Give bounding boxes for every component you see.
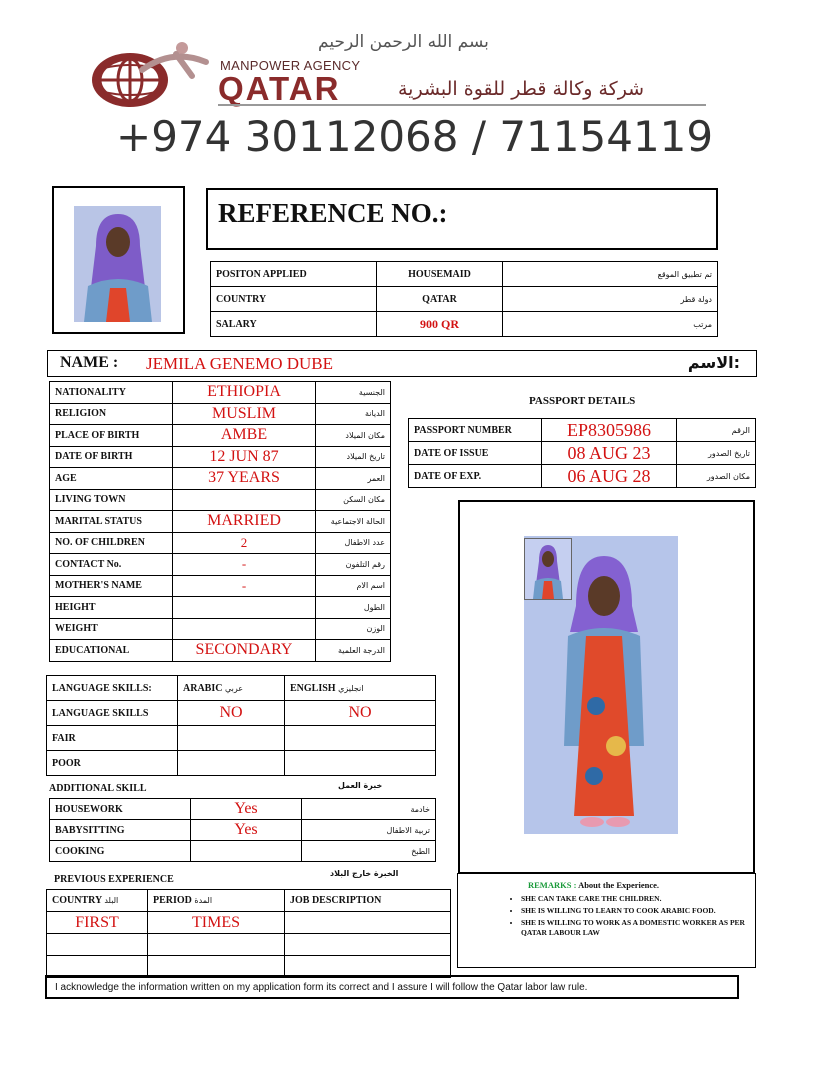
additional-skill-title: ADDITIONAL SKILL <box>49 783 147 794</box>
photo-thumbnail <box>524 538 572 600</box>
table-row <box>409 442 756 465</box>
personal-field-arabic: الوزن <box>316 618 391 640</box>
arabic-label: ARABIC <box>183 682 223 694</box>
table-row <box>50 532 391 554</box>
table-row <box>50 446 391 468</box>
table-row <box>50 575 391 597</box>
experience-table <box>46 889 451 978</box>
name-label: NAME : <box>60 354 119 371</box>
country-column-label: COUNTRY <box>52 895 102 906</box>
remarks-subtitle: About the Experience. <box>578 880 660 890</box>
experience-job-value <box>285 912 451 934</box>
language-skills-label: LANGUAGE SKILLS <box>47 701 178 726</box>
phone-numbers: +974 30112068 / 71154119 <box>116 112 714 161</box>
personal-field-label: WEIGHT <box>50 618 173 640</box>
experience-empty-cell <box>285 934 451 956</box>
candidate-photo-frame <box>52 186 185 334</box>
personal-field-arabic: مكان السكن <box>316 489 391 511</box>
passport-title: PASSPORT DETAILS <box>529 395 636 407</box>
passport-table <box>408 418 756 488</box>
personal-field-arabic: الحالة الاجتماعية <box>316 511 391 533</box>
table-row <box>409 465 756 488</box>
personal-field-label: AGE <box>50 468 173 490</box>
personal-field-label: CONTACT No. <box>50 554 173 576</box>
personal-field-label: LIVING TOWN <box>50 489 173 511</box>
country-column-arabic: البلد <box>104 896 119 905</box>
table-row <box>47 890 451 912</box>
remarks-list <box>458 892 756 938</box>
remark-item: • SHE IS WILLING TO WORK AS A DOMESTIC WORKER AS PER QATAR LABOUR LAW <box>521 918 746 938</box>
period-column-header <box>148 890 285 912</box>
issue-date-label: DATE OF ISSUE <box>409 442 542 465</box>
fair-english-value <box>285 726 436 751</box>
position-table <box>210 261 718 337</box>
poor-arabic-value <box>178 751 285 776</box>
additional-skill-title-arabic: خبرة العمل <box>338 781 383 790</box>
personal-field-arabic: الطول <box>316 597 391 619</box>
job-column-header: JOB DESCRIPTION <box>285 890 451 912</box>
table-row <box>409 419 756 442</box>
babysitting-value: Yes <box>191 820 302 841</box>
personal-field-value: - <box>173 554 316 576</box>
salary-value: 900 QR <box>377 312 503 337</box>
agency-subtitle: MANPOWER AGENCY <box>220 58 361 73</box>
candidate-name: JEMILA GENEMO DUBE <box>146 354 333 373</box>
period-column-arabic: المدة <box>194 896 213 905</box>
table-row <box>50 597 391 619</box>
personal-field-label: NO. OF CHILDREN <box>50 532 173 554</box>
housework-label: HOUSEWORK <box>50 799 191 820</box>
english-label: ENGLISH <box>290 682 336 694</box>
bismillah: بسم الله الرحمن الرحيم <box>318 32 489 52</box>
personal-field-value: - <box>173 575 316 597</box>
table-row <box>211 312 718 337</box>
previous-experience-title: PREVIOUS EXPERIENCE <box>54 874 174 885</box>
agency-logo <box>82 40 210 110</box>
housework-arabic: خادمة <box>302 799 436 820</box>
experience-period-value: TIMES <box>148 912 285 934</box>
passport-number-arabic: الرقم <box>677 419 756 442</box>
acknowledgement-box <box>45 975 739 999</box>
table-row <box>47 701 436 726</box>
salary-label-arabic: مرتب <box>503 312 718 337</box>
arabic-label-arabic: عربي <box>224 683 244 693</box>
issue-date-arabic: تاريخ الصدور <box>677 442 756 465</box>
table-row <box>50 554 391 576</box>
position-label: POSITON APPLIED <box>211 262 377 287</box>
previous-experience-title-arabic: الخبرة خارج البلاد <box>330 869 399 878</box>
table-row <box>47 726 436 751</box>
passport-number-value: EP8305986 <box>542 419 677 442</box>
personal-field-label: MOTHER'S NAME <box>50 575 173 597</box>
table-row <box>50 799 436 820</box>
personal-field-arabic: اسم الام <box>316 575 391 597</box>
expiry-date-arabic: مكان الصدور <box>677 465 756 488</box>
agency-name: QATAR <box>218 70 341 107</box>
english-label-arabic: انجليزي <box>338 683 364 693</box>
personal-field-label: PLACE OF BIRTH <box>50 425 173 447</box>
table-row <box>47 934 451 956</box>
reference-label: REFERENCE NO.: <box>218 198 448 228</box>
arabic-skill-value: NO <box>178 701 285 726</box>
cooking-value <box>191 841 302 862</box>
personal-field-value <box>173 489 316 511</box>
issue-date-value: 08 AUG 23 <box>542 442 677 465</box>
expiry-date-value: 06 AUG 28 <box>542 465 677 488</box>
english-skill-value: NO <box>285 701 436 726</box>
personal-details-table <box>49 381 391 662</box>
position-label-arabic: تم تطبيق الموقع <box>503 262 718 287</box>
country-value: QATAR <box>377 287 503 312</box>
personal-field-label: DATE OF BIRTH <box>50 446 173 468</box>
candidate-photo <box>74 206 161 322</box>
personal-field-label: NATIONALITY <box>50 382 173 404</box>
country-label: COUNTRY <box>211 287 377 312</box>
agency-name-arabic: شركة وكالة قطر للقوة البشرية <box>398 78 645 100</box>
experience-empty-cell <box>148 934 285 956</box>
remark-item: • SHE CAN TAKE CARE THE CHILDREN. <box>521 894 746 904</box>
table-row <box>50 468 391 490</box>
personal-field-label: MARITAL STATUS <box>50 511 173 533</box>
table-row <box>47 912 451 934</box>
table-row <box>50 511 391 533</box>
personal-field-label: RELIGION <box>50 403 173 425</box>
language-table <box>46 675 436 776</box>
personal-field-label: EDUCATIONAL <box>50 640 173 662</box>
personal-field-value: AMBE <box>173 425 316 447</box>
table-row <box>47 751 436 776</box>
experience-empty-cell <box>47 934 148 956</box>
personal-field-arabic: العمر <box>316 468 391 490</box>
babysitting-label: BABYSITTING <box>50 820 191 841</box>
personal-field-label: HEIGHT <box>50 597 173 619</box>
experience-country-value: FIRST <box>47 912 148 934</box>
personal-field-value: 12 JUN 87 <box>173 446 316 468</box>
poor-english-value <box>285 751 436 776</box>
table-row <box>211 262 718 287</box>
position-value: HOUSEMAID <box>377 262 503 287</box>
personal-field-arabic: مكان الميلاد <box>316 425 391 447</box>
housework-value: Yes <box>191 799 302 820</box>
personal-field-arabic: عدد الاطفال <box>316 532 391 554</box>
cooking-arabic: الطبخ <box>302 841 436 862</box>
country-label-arabic: دولة قطر <box>503 287 718 312</box>
poor-label: POOR <box>47 751 178 776</box>
arabic-column-header <box>178 676 285 701</box>
english-column-header <box>285 676 436 701</box>
reference-box <box>206 188 718 250</box>
acknowledgement-text: I acknowledge the information written on my application form its correct and I assure I will follow the Qatar labor law rule. <box>55 982 588 993</box>
personal-field-value: 37 YEARS <box>173 468 316 490</box>
table-row <box>50 403 391 425</box>
fair-label: FAIR <box>47 726 178 751</box>
period-column-label: PERIOD <box>153 895 192 906</box>
personal-field-arabic: تاريخ الميلاد <box>316 446 391 468</box>
cooking-label: COOKING <box>50 841 191 862</box>
personal-field-value <box>173 597 316 619</box>
full-body-photo-frame <box>458 500 755 874</box>
personal-field-arabic: الديانة <box>316 403 391 425</box>
salary-label: SALARY <box>211 312 377 337</box>
table-row <box>50 618 391 640</box>
table-row <box>50 489 391 511</box>
table-row <box>47 676 436 701</box>
table-row <box>211 287 718 312</box>
table-row <box>50 640 391 662</box>
remark-item: • SHE IS WILLING TO LEARN TO COOK ARABIC FOOD. <box>521 906 746 916</box>
skills-table <box>49 798 436 862</box>
personal-field-value: MUSLIM <box>173 403 316 425</box>
personal-field-value: ETHIOPIA <box>173 382 316 404</box>
personal-field-arabic: الجنسية <box>316 382 391 404</box>
remarks-box <box>457 873 756 968</box>
country-column-header <box>47 890 148 912</box>
personal-field-arabic: الدرجة العلمية <box>316 640 391 662</box>
remarks-title: REMARKS : <box>528 880 577 890</box>
table-row <box>50 841 436 862</box>
babysitting-arabic: تربية الاطفال <box>302 820 436 841</box>
header-divider <box>218 104 706 106</box>
personal-field-arabic: رقم التلفون <box>316 554 391 576</box>
expiry-date-label: DATE OF EXP. <box>409 465 542 488</box>
personal-field-value: 2 <box>173 532 316 554</box>
passport-number-label: PASSPORT NUMBER <box>409 419 542 442</box>
personal-field-value: MARRIED <box>173 511 316 533</box>
name-bar <box>47 350 757 377</box>
table-row <box>50 382 391 404</box>
personal-field-value <box>173 618 316 640</box>
fair-arabic-value <box>178 726 285 751</box>
name-label-arabic: الاسم: <box>687 353 740 372</box>
language-header-label: LANGUAGE SKILLS: <box>47 676 178 701</box>
personal-field-value: SECONDARY <box>173 640 316 662</box>
table-row <box>50 425 391 447</box>
table-row <box>50 820 436 841</box>
